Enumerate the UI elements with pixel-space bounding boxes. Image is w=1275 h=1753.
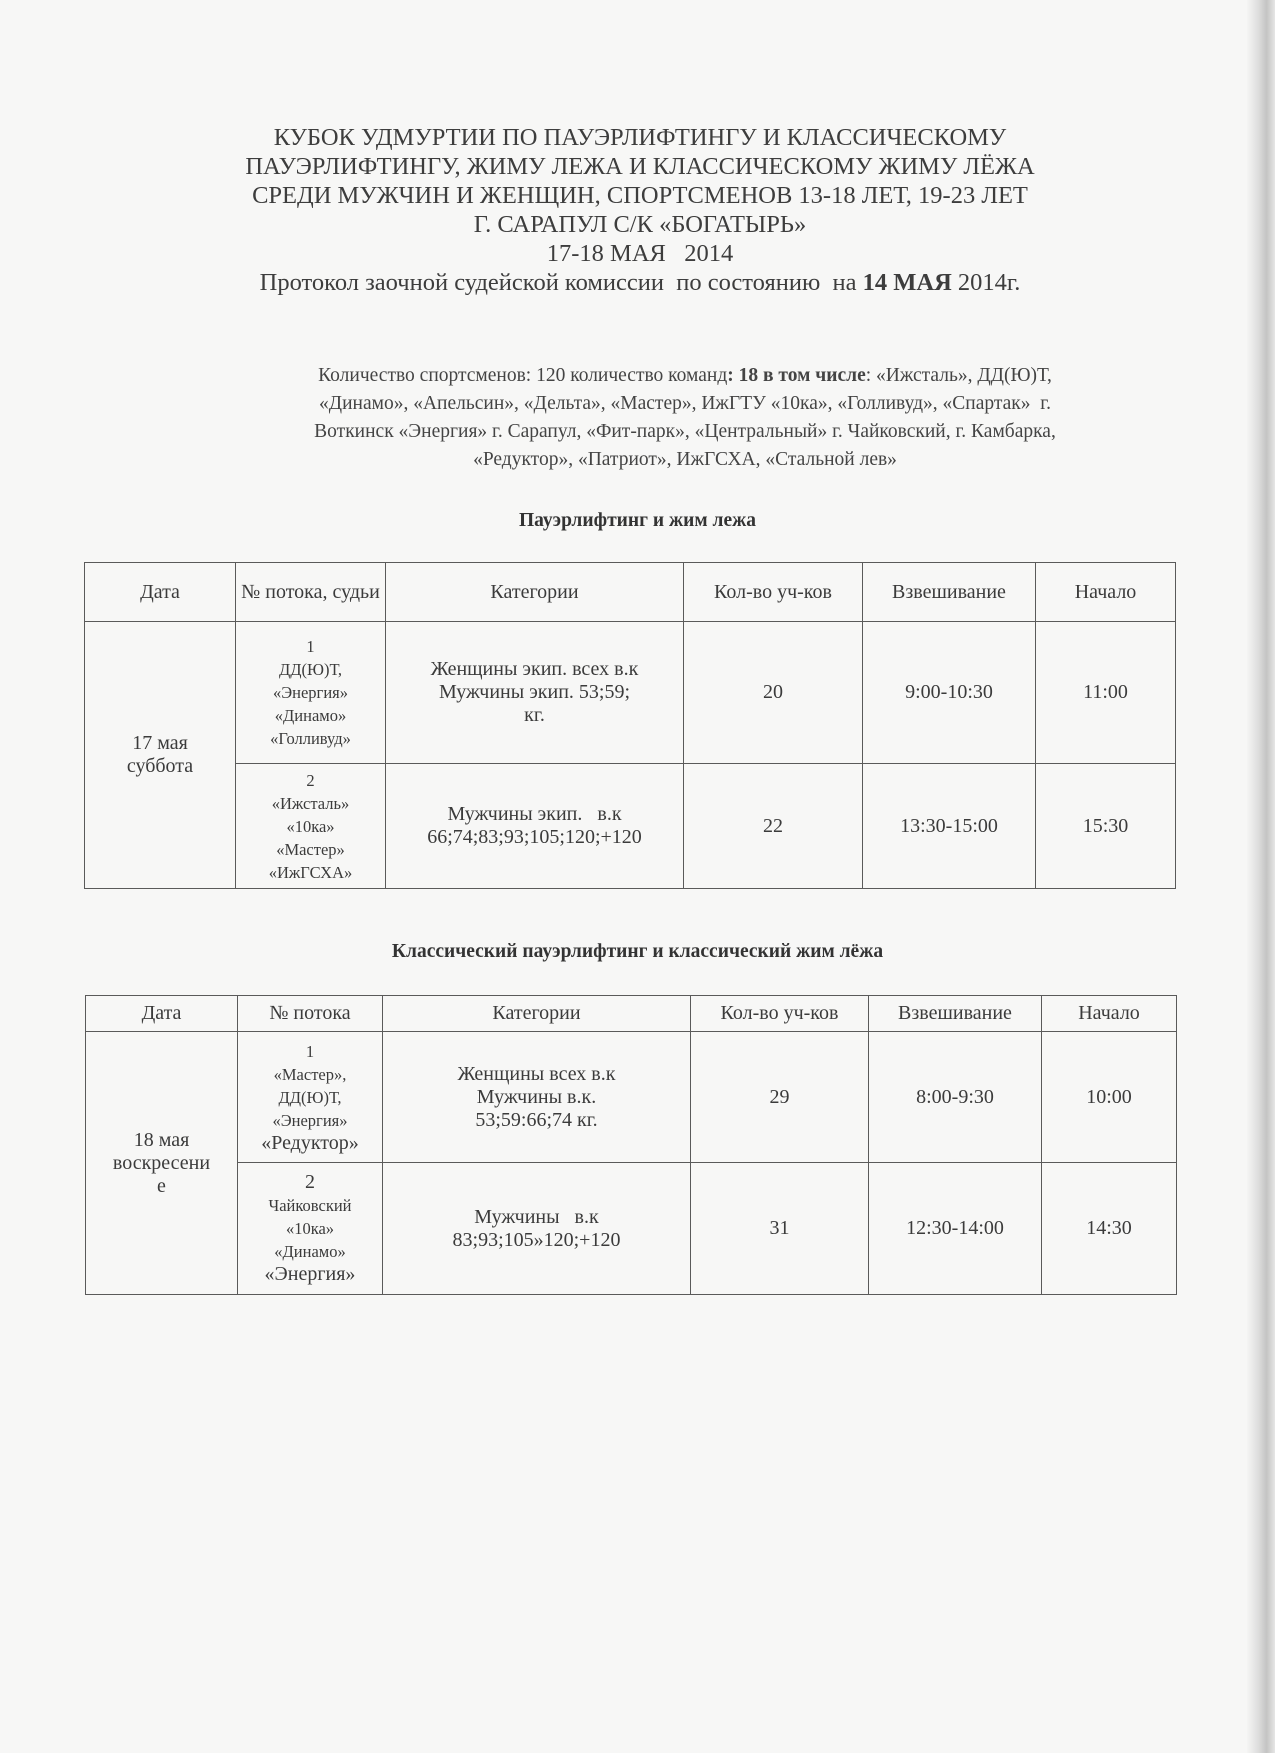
header-cell-start: Начало: [1036, 563, 1176, 622]
header-cell-categories: Категории: [386, 563, 684, 622]
stream-team: «10ка»: [285, 1219, 335, 1238]
start-cell: 14:30: [1042, 1163, 1177, 1295]
date-cell: [85, 622, 236, 889]
categories-cell: [386, 764, 684, 889]
schedule-table-2: [85, 995, 1177, 1295]
protocol-line: [150, 268, 1130, 297]
stream-team: «Голливуд»: [270, 729, 351, 748]
scan-edge-shadow: [1247, 0, 1275, 1753]
stream-cell: [236, 764, 386, 889]
header-cell-date: Дата: [86, 996, 238, 1032]
header-cell-date: Дата: [85, 563, 236, 622]
stream-cell: [236, 622, 386, 764]
schedule-table-1: [84, 562, 1176, 889]
category-line: 53;59:66;74 кг.: [475, 1108, 598, 1131]
document-header: [150, 123, 1130, 297]
stream-team: ДД(Ю)Т,: [278, 660, 342, 679]
stream-team: «Мастер»,: [273, 1064, 347, 1084]
category-line: Мужчины в.к: [474, 1205, 599, 1228]
weigh-in-cell: 9:00-10:30: [863, 622, 1036, 764]
categories-cell: [386, 622, 684, 764]
header-line-2: ПАУЭРЛИФТИНГУ, ЖИМУ ЛЕЖА И КЛАССИЧЕСКОМУ ЖИМУ ЛЁЖА: [245, 153, 1035, 180]
table-row: [86, 1163, 1177, 1295]
stream-team: Чайковский: [268, 1196, 352, 1215]
summary-prefix: Количество спортсменов: 120 количество команд: [318, 365, 728, 386]
table-row: [85, 764, 1176, 889]
weigh-in-cell: 13:30-15:00: [863, 764, 1036, 889]
stream-team: ДД(Ю)Т,: [278, 1087, 342, 1107]
section1-title: Пауэрлифтинг и жим лежа: [518, 510, 757, 531]
summary-paragraph: [190, 362, 1180, 474]
header-cell-stream: № потока, судьи: [236, 563, 386, 622]
count-cell: 20: [684, 622, 863, 764]
protocol-suffix: 2014г.: [951, 269, 1021, 296]
stream-team: «Мастер»: [276, 839, 345, 859]
table-row: [85, 622, 1176, 764]
table-row: [86, 1032, 1177, 1163]
table-header-row: [85, 563, 1176, 622]
summary-line-4: «Редуктор», «Патриот», ИжГСХА, «Стальной лев»: [473, 449, 897, 470]
stream-team: «10ка»: [286, 816, 335, 836]
date-day: 17 мая: [132, 732, 188, 754]
start-cell: 10:00: [1042, 1032, 1177, 1163]
start-cell: 11:00: [1036, 622, 1176, 764]
category-line: Женщины всех в.к: [457, 1062, 616, 1085]
summary-line-2: «Динамо», «Апельсин», «Дельта», «Мастер», ИжГТУ «10ка», «Голливуд», «Спартак» г.: [319, 393, 1051, 414]
start-cell: 15:30: [1036, 764, 1176, 889]
stream-cell: [238, 1032, 383, 1163]
stream-team: «Ижсталь»: [271, 793, 350, 813]
stream-number: 1: [306, 637, 315, 656]
stream-team: «Редуктор»: [261, 1131, 359, 1154]
date-weekday: суббота: [126, 755, 194, 777]
summary-line-3: Воткинск «Энергия» г. Сарапул, «Фит-парк», «Центральный» г. Чайковский, г. Камбарка,: [314, 421, 1056, 442]
header-cell-weigh-in: Взвешивание: [869, 996, 1042, 1032]
count-cell: 31: [691, 1163, 869, 1295]
stream-team: «ИжГСХА»: [268, 862, 353, 882]
category-line: Мужчины экип. 53;59;: [438, 681, 631, 703]
stream-team: «Энергия»: [272, 1110, 348, 1130]
date-cell: [86, 1032, 238, 1295]
summary-team-count: : 18 в том числе: [727, 365, 866, 386]
count-cell: 29: [691, 1032, 869, 1163]
protocol-date: 14 МАЯ: [862, 269, 952, 296]
section2-title: Классический пауэрлифтинг и классический жим лёжа: [391, 941, 884, 962]
categories-cell: [383, 1163, 691, 1295]
header-cell-count: Кол-во уч-ков: [691, 996, 869, 1032]
category-line: 83;93;105»120;+120: [452, 1228, 621, 1251]
count-cell: 22: [684, 764, 863, 889]
stream-number: 1: [305, 1041, 315, 1061]
summary-line-1: : «Ижсталь», ДД(Ю)Т,: [865, 365, 1052, 386]
stream-team: «Динамо»: [274, 1242, 346, 1261]
header-line-5: 17-18 МАЯ 2014: [546, 240, 734, 267]
category-line: Мужчины в.к.: [476, 1085, 597, 1108]
stream-team: «Динамо»: [274, 706, 347, 725]
header-cell-weigh-in: Взвешивание: [863, 563, 1036, 622]
weigh-in-cell: 8:00-9:30: [869, 1032, 1042, 1163]
stream-cell: [238, 1163, 383, 1295]
header-line-1: КУБОК УДМУРТИИ ПО ПАУЭРЛИФТИНГУ И КЛАССИЧЕСКОМУ: [273, 124, 1007, 151]
protocol-prefix: Протокол заочной судейской комиссии по состоянию на: [259, 269, 863, 296]
stream-team: «Энергия»: [273, 683, 348, 702]
header-line-4: Г. САРАПУЛ С/К «БОГАТЫРЬ»: [473, 211, 807, 238]
stream-number: 2: [306, 770, 315, 790]
date-day: 18 мая: [133, 1128, 190, 1151]
table-header-row: [86, 996, 1177, 1032]
category-line: кг.: [524, 704, 545, 726]
category-line: Мужчины экип. в.к: [447, 803, 622, 825]
stream-team: «Энергия»: [264, 1263, 356, 1285]
header-cell-categories: Категории: [383, 996, 691, 1032]
weigh-in-cell: 12:30-14:00: [869, 1163, 1042, 1295]
header-cell-start: Начало: [1042, 996, 1177, 1032]
category-line: Женщины экип. всех в.к: [430, 658, 639, 680]
header-cell-stream: № потока: [238, 996, 383, 1032]
categories-cell: [383, 1032, 691, 1163]
stream-number: 2: [305, 1171, 315, 1193]
date-weekday-wrap: е: [157, 1174, 166, 1197]
date-weekday: воскресени: [112, 1151, 211, 1174]
header-cell-count: Кол-во уч-ков: [684, 563, 863, 622]
category-line: 66;74;83;93;105;120;+120: [427, 826, 642, 848]
header-line-3: СРЕДИ МУЖЧИН И ЖЕНЩИН, СПОРТСМЕНОВ 13-18 ЛЕТ, 19-23 ЛЕТ: [252, 182, 1028, 209]
